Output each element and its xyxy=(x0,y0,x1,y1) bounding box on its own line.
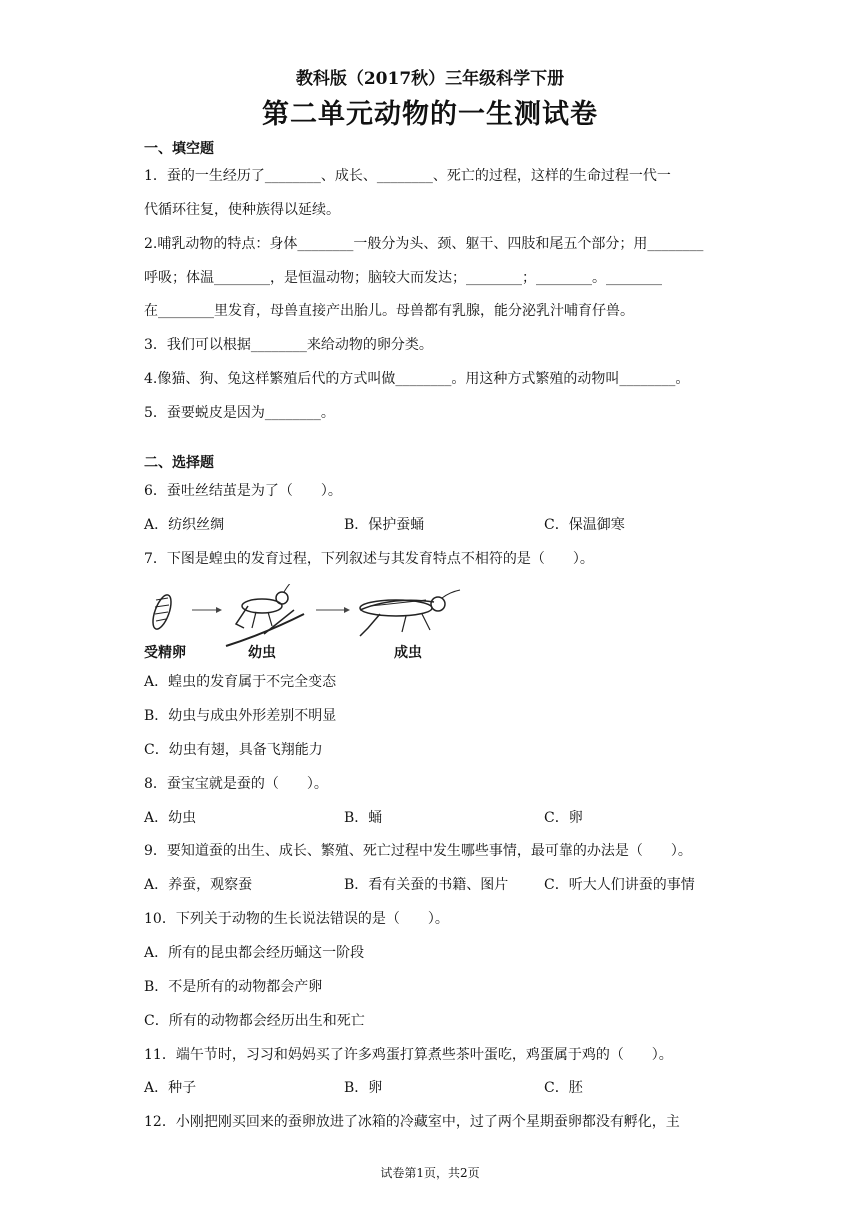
option-a: A．养蚕，观察蚕 xyxy=(144,877,253,893)
option-b: B．不是所有的动物都会产卵 xyxy=(144,979,323,995)
option-a: A．所有的昆虫都会经历蛹这一阶段 xyxy=(144,945,365,961)
option-b: B．保护蚕蛹 xyxy=(344,517,425,533)
option-c: C．所有的动物都会经历出生和死亡 xyxy=(144,1013,365,1029)
question-stem: 9．要知道蚕的出生、成长、繁殖、死亡过程中发生哪些事情，最可靠的办法是（ ）。 xyxy=(144,843,692,859)
question-line: 代循环往复，使种族得以延续。 xyxy=(144,202,340,218)
exam-title: 第二单元动物的一生测试卷 xyxy=(262,99,598,130)
figure-label-adult: 成虫 xyxy=(394,645,422,661)
question-line: 2.哺乳动物的特点：身体________一般分为头、颈、躯干、四肢和尾五个部分；用________ xyxy=(144,236,704,252)
question-stem: 11．端午节时，习习和妈妈买了许多鸡蛋打算煮些茶叶蛋吃，鸡蛋属于鸡的（ ）。 xyxy=(144,1047,673,1063)
exam-subtitle: 教科版（2017秋）三年级科学下册 xyxy=(295,69,565,89)
question-stem: 12．小刚把刚买回来的蚕卵放进了冰箱的冷藏室中，过了两个星期蚕卵都没有孵化，主 xyxy=(144,1114,680,1130)
question-stem: 8．蚕宝宝就是蚕的（ ）。 xyxy=(144,776,328,792)
figure-label-egg: 受精卵 xyxy=(144,645,186,661)
question-stem: 6．蚕吐丝结茧是为了（ ）。 xyxy=(144,483,342,499)
question-stem: 10．下列关于动物的生长说法错误的是（ ）。 xyxy=(144,911,449,927)
question-line: 1．蚕的一生经历了________、成长、________、死亡的过程，这样的生命过程一代一 xyxy=(144,168,671,184)
option-b: B．卵 xyxy=(344,1080,383,1096)
option-c: C．幼虫有翅，具备飞翔能力 xyxy=(144,742,323,758)
question-line: 呼吸；体温________，是恒温动物；脑较大而发达；________；________。________ xyxy=(144,270,662,286)
adult-locust-drawing xyxy=(360,590,460,636)
section-fill-blank-heading: 一、填空题 xyxy=(144,141,214,157)
option-a: A．纺织丝绸 xyxy=(144,517,225,533)
option-c: C．听大人们讲蚕的事情 xyxy=(544,877,695,893)
figure-label-nymph: 幼虫 xyxy=(248,645,276,661)
question-line: 4.像猫、狗、兔这样繁殖后代的方式叫做________。用这种方式繁殖的动物叫________。 xyxy=(144,371,690,387)
question-line: 5．蚕要蜕皮是因为________。 xyxy=(144,405,335,421)
option-a: A．幼虫 xyxy=(144,810,197,826)
option-b: B．蛹 xyxy=(344,810,383,826)
question-line: 在________里发育，母兽直接产出胎儿。母兽都有乳腺，能分泌乳汁哺育仔兽。 xyxy=(144,303,634,319)
option-c: C．胚 xyxy=(544,1080,583,1096)
option-b: B．幼虫与成虫外形差别不明显 xyxy=(144,708,337,724)
option-a: A．种子 xyxy=(144,1080,197,1096)
option-a: A．蝗虫的发育属于不完全变态 xyxy=(144,674,337,690)
egg-drawing xyxy=(149,593,174,632)
question-stem: 7．下图是蝗虫的发育过程，下列叙述与其发育特点不相符的是（ ）。 xyxy=(144,551,594,567)
question-line: 3．我们可以根据________来给动物的卵分类。 xyxy=(144,337,433,353)
option-b: B．看有关蚕的书籍、图片 xyxy=(344,877,509,893)
option-c: C．卵 xyxy=(544,810,583,826)
section-choice-heading: 二、选择题 xyxy=(144,455,214,471)
nymph-drawing xyxy=(226,584,304,646)
page-footer: 试卷第1页，共2页 xyxy=(380,1166,480,1180)
option-c: C．保温御寒 xyxy=(544,517,625,533)
